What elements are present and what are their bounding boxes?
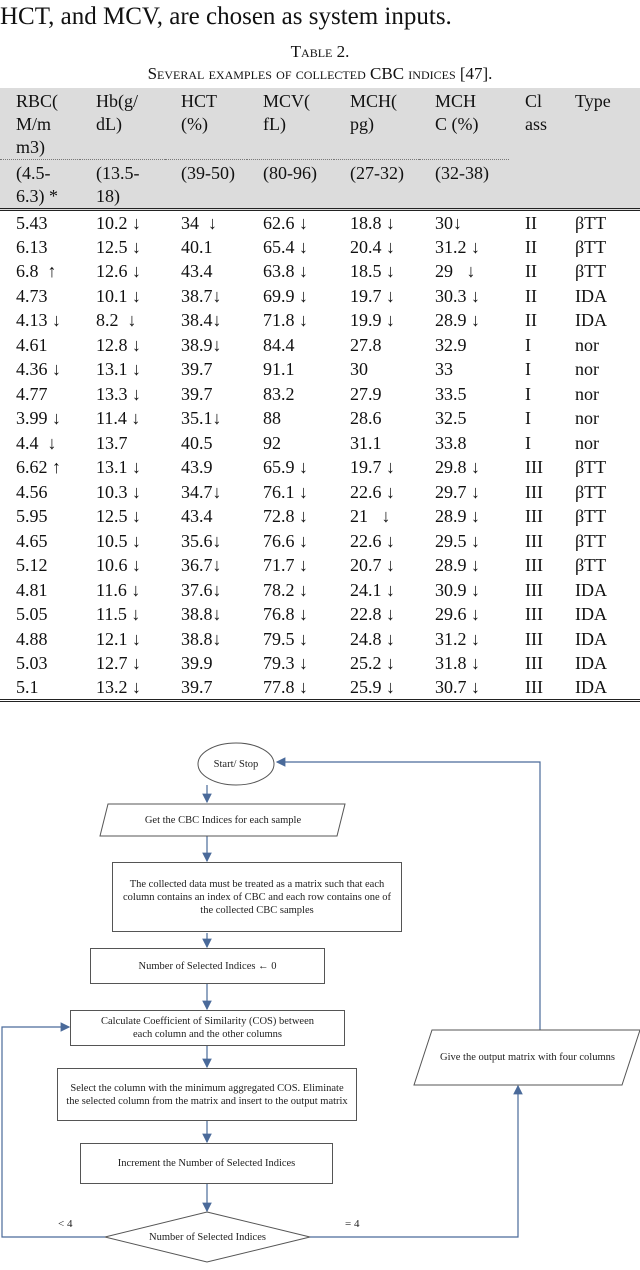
table-cell: 12.5 ↓: [96, 506, 141, 527]
header-text: Hb(g/dL): [96, 91, 138, 134]
table-cell: βTT: [575, 506, 607, 527]
table-cell: 13.2 ↓: [80, 676, 165, 701]
table-cell: 12.1 ↓: [96, 628, 141, 649]
table-cell: βTT: [575, 530, 607, 551]
table-cell: 4.77: [16, 383, 48, 404]
table-cell: 88: [263, 408, 281, 429]
table-cell: 18.5 ↓: [350, 261, 395, 282]
table-cell: 31.2 ↓: [435, 628, 480, 649]
table-cell: 69.9 ↓: [263, 285, 308, 306]
table-cell: IDA: [559, 676, 640, 701]
table-cell: 5.05: [16, 604, 48, 625]
table-cell: 78.2 ↓: [263, 579, 308, 600]
table-cell: 29 ↓: [435, 261, 476, 282]
table-cell: 5.43: [0, 210, 80, 236]
range-line: (80-96): [263, 163, 317, 183]
table-cell: 65.9 ↓: [263, 457, 308, 478]
table-cell: 38.9↓: [181, 334, 222, 355]
table-cell: 30.9 ↓: [435, 579, 480, 600]
table-cell: 38.8↓: [181, 604, 222, 625]
header-text: Class: [525, 91, 547, 134]
table-cell: 10.5 ↓: [96, 530, 141, 551]
output-label: Give the output matrix with four columns: [440, 1051, 615, 1063]
table-cell: 12.7 ↓: [96, 653, 141, 674]
table-cell: nor: [575, 408, 599, 429]
table-cell: 63.8 ↓: [263, 261, 308, 282]
intro-text: HCT, and MCV, are chosen as system inputs.: [0, 3, 452, 30]
table-cell: IDA: [575, 310, 607, 331]
table-cell: III: [525, 457, 543, 478]
table-cell: 6.13: [16, 236, 48, 257]
table-cell: 25.2 ↓: [350, 653, 395, 674]
table-cell: 6.8 ↑: [16, 261, 57, 282]
table-cell: 10.1 ↓: [96, 285, 141, 306]
table-cell: 29.7 ↓: [435, 481, 480, 502]
table-cell: I: [525, 359, 531, 380]
table-cell: 4.81: [16, 579, 48, 600]
range-line: 18): [96, 186, 120, 206]
table-cell: 13.1 ↓: [96, 359, 141, 380]
table-cell: 20.4 ↓: [350, 236, 395, 257]
table-cell: nor: [575, 359, 599, 380]
table-cell: 4.56: [16, 481, 48, 502]
table-cell: 22.6 ↓: [350, 481, 395, 502]
table-cell: 4.61: [16, 334, 48, 355]
table-cell: III: [525, 579, 543, 600]
table-cell: 33.8: [435, 432, 467, 453]
table-cell: 38.4↓: [181, 310, 222, 331]
table-cell: 30.7 ↓: [419, 676, 509, 701]
table-cell: 8.2 ↓: [96, 310, 137, 331]
table-cell: 10.6 ↓: [96, 555, 141, 576]
table-cell: 84.4: [263, 334, 295, 355]
table-cell: βTT: [559, 210, 640, 236]
table-cell: 30.3 ↓: [435, 285, 480, 306]
table-cell: 25.9 ↓: [334, 676, 419, 701]
table-cell: 35.1↓: [181, 408, 222, 429]
table-cell: IDA: [575, 653, 607, 674]
table-cell: 39.7: [165, 676, 247, 701]
range-line: (13.5-: [96, 163, 140, 183]
table-cell: 83.2: [263, 383, 295, 404]
header-text: MCH(pg): [350, 91, 398, 134]
table-cell: I: [525, 408, 531, 429]
table-cell: III: [525, 604, 543, 625]
table-cell: βTT: [575, 261, 607, 282]
table-cell: III: [525, 653, 543, 674]
table-caption-title: Table 2.: [290, 42, 350, 61]
start-stop-label: Start/ Stop: [213, 758, 259, 770]
table-cell: 5.95: [16, 506, 48, 527]
table-cell: nor: [575, 432, 599, 453]
table-cell: 29.6 ↓: [435, 604, 480, 625]
table-cell: III: [525, 506, 543, 527]
table-cell: 4.13 ↓: [16, 310, 61, 331]
table-cell: 21 ↓: [350, 506, 391, 527]
decision-label: Number of Selected Indices: [149, 1231, 266, 1243]
table-cell: 4.88: [16, 628, 48, 649]
table-cell: 29.8 ↓: [435, 457, 480, 478]
table-cell: III: [525, 481, 543, 502]
table-cell: 27.8: [350, 334, 382, 355]
table-cell: 77.8 ↓: [247, 676, 334, 701]
table-cell: II: [525, 261, 537, 282]
table-cell: 11.4 ↓: [96, 408, 141, 429]
table-cell: II: [509, 210, 559, 236]
table-cell: IDA: [575, 628, 607, 649]
table-cell: 79.5 ↓: [263, 628, 308, 649]
table-cell: 13.7: [96, 432, 128, 453]
table-cell: 71.7 ↓: [263, 555, 308, 576]
table-cell: 43.4: [181, 506, 213, 527]
table-caption-text: Several examples of collected CBC indices [47].: [147, 64, 493, 83]
table-cell: 79.3 ↓: [263, 653, 308, 674]
table-cell: 12.8 ↓: [96, 334, 141, 355]
table-cell: 19.9 ↓: [350, 310, 395, 331]
table-cell: 22.6 ↓: [350, 530, 395, 551]
table-cell: βTT: [575, 555, 607, 576]
table-cell: 76.6 ↓: [263, 530, 308, 551]
select-step: Select the column with the minimum aggregated COS. Eliminate the selected column from the matrix and insert to the output matrix: [57, 1068, 357, 1121]
table-cell: 24.1 ↓: [350, 579, 395, 600]
increment-step: Increment the Number of Selected Indices: [80, 1143, 333, 1184]
table-cell: 38.8↓: [181, 628, 222, 649]
table-cell: III: [525, 555, 543, 576]
table-cell: 39.7: [181, 383, 213, 404]
table-cell: 30: [350, 359, 368, 380]
table-cell: 31.1: [350, 432, 382, 453]
table-cell: 28.6: [350, 408, 382, 429]
table-cell: 40.1: [181, 236, 213, 257]
table-cell: 18.8 ↓: [334, 210, 419, 236]
table-cell: 31.2 ↓: [435, 236, 480, 257]
table-cell: I: [525, 383, 531, 404]
range-line: (27-32): [350, 163, 404, 183]
table-cell: 19.7 ↓: [350, 457, 395, 478]
table-cell: IDA: [575, 579, 607, 600]
table-cell: 40.5: [181, 432, 213, 453]
table-cell: βTT: [575, 236, 607, 257]
table-cell: II: [525, 236, 537, 257]
equals-4-label: = 4: [345, 1218, 360, 1230]
table-cell: βTT: [575, 457, 607, 478]
table-cell: 33.5: [435, 383, 467, 404]
table-cell: I: [525, 432, 531, 453]
table-cell: III: [509, 676, 559, 701]
table-cell: 32.9: [435, 334, 467, 355]
table-cell: 30↓: [419, 210, 509, 236]
table-cell: 4.4 ↓: [16, 432, 57, 453]
table-cell: 39.7: [181, 359, 213, 380]
table-cell: 6.62 ↑: [16, 457, 61, 478]
table-cell: 28.9 ↓: [435, 506, 480, 527]
table-cell: 43.4: [181, 261, 213, 282]
table-cell: 36.7↓: [181, 555, 222, 576]
table-cell: II: [525, 285, 537, 306]
table-cell: 34.7↓: [181, 481, 222, 502]
table-cell: 31.8 ↓: [435, 653, 480, 674]
get-indices-label: Get the CBC Indices for each sample: [144, 814, 302, 826]
table-cell: 65.4 ↓: [263, 236, 308, 257]
table-cell: 37.6↓: [181, 579, 222, 600]
table-cell: 39.9: [181, 653, 213, 674]
table-cell: 33: [435, 359, 453, 380]
table-cell: 4.36 ↓: [16, 359, 61, 380]
table-cell: 29.5 ↓: [435, 530, 480, 551]
table-cell: 38.7↓: [181, 285, 222, 306]
table-cell: III: [525, 530, 543, 551]
table-cell: nor: [575, 334, 599, 355]
header-text: MCV(fL): [263, 91, 311, 134]
table-cell: 12.5 ↓: [96, 236, 141, 257]
header-text: RBC(M/mm3): [16, 91, 59, 157]
table-cell: 4.73: [16, 285, 48, 306]
table-cell: 91.1: [263, 359, 295, 380]
table-cell: 76.1 ↓: [263, 481, 308, 502]
table-cell: nor: [575, 383, 599, 404]
header-text: HCT (%): [181, 91, 217, 134]
table-cell: 35.6↓: [181, 530, 222, 551]
range-line: (4.5-: [16, 163, 51, 183]
matrix-step: The collected data must be treated as a matrix such that each column contains an index of CBC and each row contains one of the collected CBC samples: [112, 862, 402, 932]
table-cell: 28.9 ↓: [435, 555, 480, 576]
header-text: Type: [575, 91, 611, 111]
table-cell: 4.65: [16, 530, 48, 551]
cos-step: Calculate Coefficient of Similarity (COS) between each column and the other columns: [70, 1010, 345, 1046]
table-cell: 27.9: [350, 383, 382, 404]
table-cell: 5.12: [16, 555, 48, 576]
table-cell: 71.8 ↓: [263, 310, 308, 331]
table-cell: IDA: [575, 604, 607, 625]
table-cell: 10.2 ↓: [80, 210, 165, 236]
table-cell: 20.7 ↓: [350, 555, 395, 576]
table-cell: 92: [263, 432, 281, 453]
table-cell: IDA: [575, 285, 607, 306]
table-cell: 19.7 ↓: [350, 285, 395, 306]
table-cell: 32.5: [435, 408, 467, 429]
range-line: (32-38): [435, 163, 489, 183]
table-cell: 28.9 ↓: [435, 310, 480, 331]
table-cell: 3.99 ↓: [16, 408, 61, 429]
table-cell: 12.6 ↓: [96, 261, 141, 282]
table-cell: 5.1: [0, 676, 80, 701]
range-line: (39-50): [181, 163, 235, 183]
table-cell: 34 ↓: [165, 210, 247, 236]
header-text: MCHC (%): [435, 91, 479, 134]
table-cell: 5.03: [16, 653, 48, 674]
range-line: 6.3) *: [16, 186, 58, 206]
less-than-4-label: < 4: [58, 1218, 73, 1230]
table-cell: 43.9: [181, 457, 213, 478]
table-cell: 13.1 ↓: [96, 457, 141, 478]
table-cell: III: [525, 628, 543, 649]
table-cell: 11.5 ↓: [96, 604, 141, 625]
table-cell: 10.3 ↓: [96, 481, 141, 502]
table-cell: II: [525, 310, 537, 331]
table-cell: 76.8 ↓: [263, 604, 308, 625]
table-cell: 72.8 ↓: [263, 506, 308, 527]
table-cell: 13.3 ↓: [96, 383, 141, 404]
table-cell: 22.8 ↓: [350, 604, 395, 625]
init-step: Number of Selected Indices ← 0: [90, 948, 325, 984]
table-cell: 11.6 ↓: [96, 579, 141, 600]
table-cell: I: [525, 334, 531, 355]
table-cell: βTT: [575, 481, 607, 502]
table-cell: 62.6 ↓: [247, 210, 334, 236]
table-cell: 24.8 ↓: [350, 628, 395, 649]
